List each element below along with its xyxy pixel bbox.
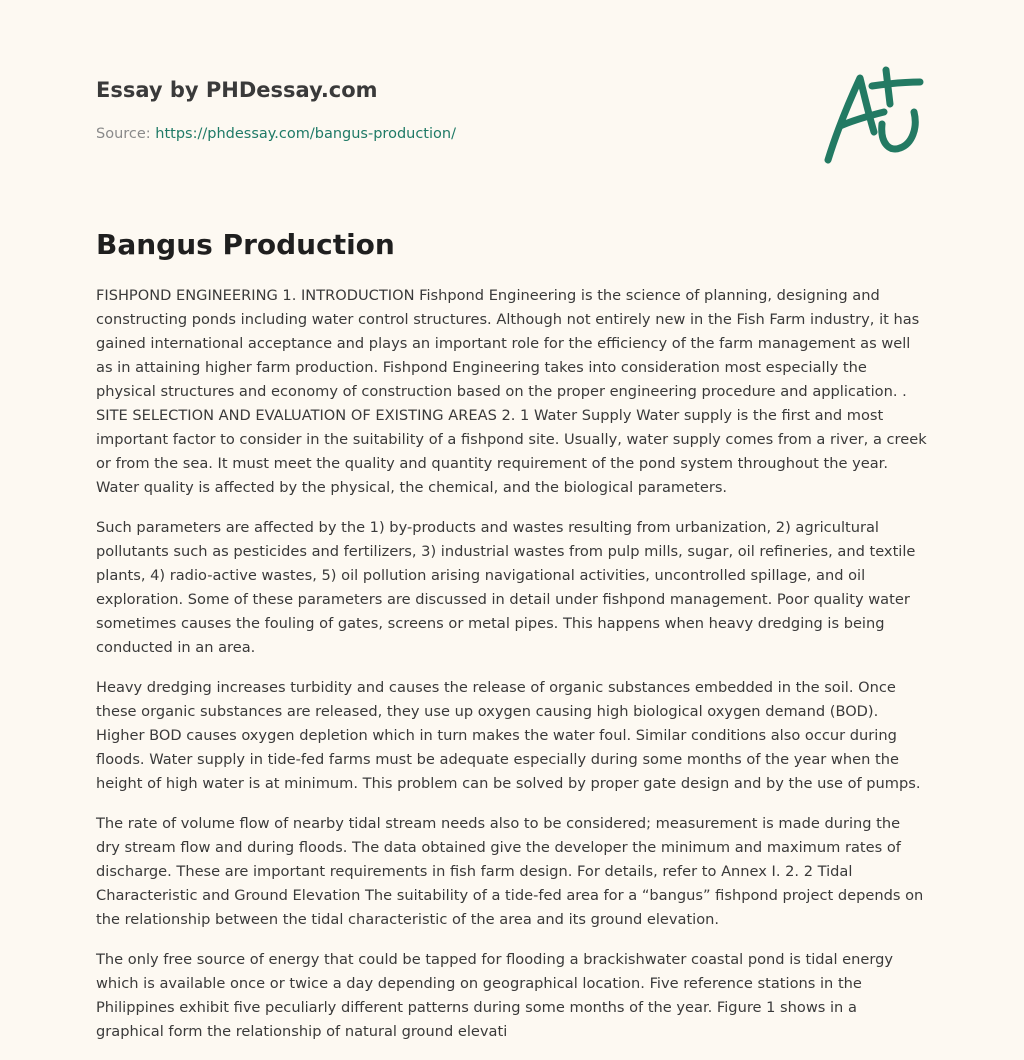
article-paragraph: The rate of volume flow of nearby tidal stream needs also to be considered; measurement is made during the dry stream flow and during floods. The data obtained give the developer the minimum and maximum rates of discharge. These are important requirements in fish farm design. For details, refer to Annex I. 2. 2 Tidal Characteristic and Ground Elevation The suitability of a tide-fed area for a “bangus” fishpond project depends on the relationship between the tidal characteristic of the area and its ground elevation. bbox=[96, 815, 924, 928]
article-body bbox=[96, 284, 928, 1060]
article-paragraph: The only free source of energy that could be tapped for flooding a brackishwater coastal pond is tidal energy which is available once or twice a day depending on geographical location. Five reference stations in the Philippines exhibit five peculiarly different patterns during some months of the year. Figure 1 shows in a graphical form the relationship of natural ground elevati bbox=[96, 951, 894, 1040]
article-paragraph: Such parameters are affected by the 1) by-products and wastes resulting from urbanization, 2) agricultural pollutants such as pesticides and fertilizers, 3) industrial wastes from pulp mills, sugar, oil refineries, and textile plants, 4) radio-active wastes, 5) oil pollution arising navigational activities, uncontrolled spillage, and oil exploration. Some of these parameters are discussed in detail under fishpond management. Poor quality water sometimes causes the fouling of gates, screens or metal pipes. This happens when heavy dredging is being conducted in an area. bbox=[96, 519, 916, 656]
a-plus-grade-icon bbox=[824, 66, 928, 166]
source-label: Source: bbox=[96, 126, 151, 142]
site-brand: Essay by PHDessay.com bbox=[96, 78, 378, 102]
source-line bbox=[96, 124, 456, 144]
source-link[interactable]: https://phdessay.com/bangus-production/ bbox=[155, 126, 456, 142]
article-paragraph: Heavy dredging increases turbidity and causes the release of organic substances embedded in the soil. Once these organic substances are released, they use up oxygen causing high biological oxygen demand (BOD). Higher BOD causes oxygen depletion which in turn makes the water foul. Similar conditions also occur during floods. Water supply in tide-fed farms must be adequate especially during some months of the year when the height of high water is at minimum. This problem can be solved by proper gate design and by the use of pumps. bbox=[96, 679, 921, 792]
article-title: Bangus Production bbox=[96, 228, 395, 261]
article-paragraph: FISHPOND ENGINEERING 1. INTRODUCTION Fishpond Engineering is the science of planning, designing and constructing ponds including water control structures. Although not entirely new in the Fish Farm industry, it has gained international acceptance and plays an important role for the efficiency of the farm management as well as in attaining higher farm production. Fishpond Engineering takes into consideration most especially the physical structures and economy of construction based on the proper engineering procedure and application. . SITE SELECTION AND EVALUATION OF EXISTING AREAS 2. 1 Water Supply Water supply is the first and most important factor to consider in the suitability of a fishpond site. Usually, water supply comes from a river, a creek or from the sea. It must meet the quality and quantity requirement of the pond system throughout the year. Water quality is affected by the physical, the chemical, and the biological parameters. bbox=[96, 287, 927, 496]
